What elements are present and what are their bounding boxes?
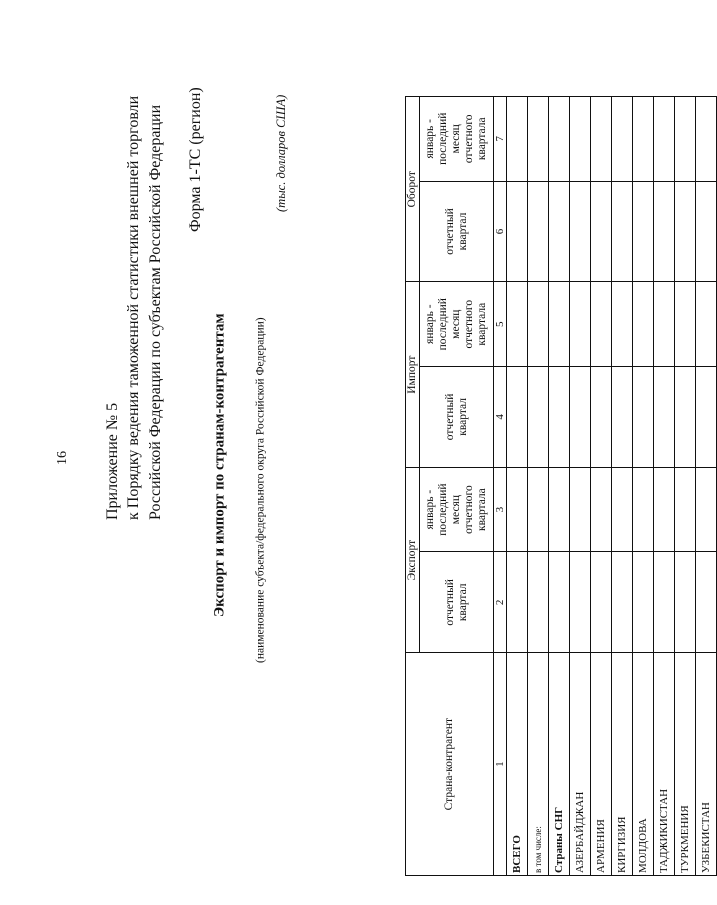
header-text: отчетного [462,485,475,534]
empty-cell [633,552,654,653]
form-label: Форма 1-ТС (регион) [187,87,204,232]
empty-cell [507,366,528,467]
column-number: 7 [494,97,507,182]
empty-cell [612,552,633,653]
header-import: Импорт [406,282,420,467]
header-text: квартала [475,117,488,161]
empty-cell [675,552,696,653]
header-text: месяц [450,124,463,154]
header-text: январь - [424,304,437,344]
empty-cell [570,282,591,366]
empty-cell [507,552,528,653]
header-text: отчетный [443,579,456,626]
empty-cell [507,282,528,366]
units-label: (тыс. долларов США) [273,94,288,212]
main-title: Экспорт и импорт по странам-контрагентам [211,313,228,617]
empty-cell [549,366,570,467]
column-number: 5 [494,282,507,366]
row-label: Страны СНГ [549,653,570,876]
empty-cell [549,552,570,653]
empty-cell [591,552,612,653]
table-row [612,97,633,876]
row-label: ТАДЖИКИСТАН [654,653,675,876]
table-row [675,97,696,876]
empty-cell [507,97,528,182]
column-number: 6 [494,181,507,282]
table-row [507,97,528,876]
empty-cell [675,181,696,282]
header-text: отчетный [443,208,456,255]
empty-cell [591,366,612,467]
header-row-groups [406,97,420,876]
empty-cell [633,366,654,467]
empty-cell [528,181,549,282]
empty-cell [549,282,570,366]
row-label: ТУРКМЕНИЯ [675,653,696,876]
empty-cell [633,181,654,282]
header-text: последний [437,298,450,351]
empty-cell [570,366,591,467]
table-row [549,97,570,876]
report-table-wrapper [405,96,715,876]
header-text: последний [437,483,450,536]
table-row [528,97,549,876]
header-turnover-quarter [420,181,494,282]
table-body [507,97,717,876]
row-label: АРМЕНИЯ [591,653,612,876]
empty-cell [696,552,717,653]
empty-cell [633,282,654,366]
header-text: квартала [475,302,488,346]
empty-cell [507,181,528,282]
header-text: квартал [456,583,469,622]
empty-cell [549,97,570,182]
empty-cell [675,282,696,366]
appendix-line-2: к Порядку ведения таможенной статистики внешней торговли [125,95,142,520]
row-label: ВСЕГО [507,653,528,876]
header-text: отчетного [462,299,475,349]
empty-cell [591,97,612,182]
header-export: Экспорт [406,467,420,652]
empty-cell [654,366,675,467]
row-label: УЗБЕКИСТАН [696,653,717,876]
empty-cell [675,366,696,467]
column-number: 2 [494,552,507,653]
empty-cell [570,181,591,282]
row-label: МОЛДОВА [633,653,654,876]
empty-cell [570,552,591,653]
table-row [591,97,612,876]
row-label: АЗЕРБАЙДЖАН [570,653,591,876]
empty-cell [696,282,717,366]
empty-cell [654,282,675,366]
table-row [654,97,675,876]
header-text: месяц [450,309,463,339]
empty-cell [612,282,633,366]
empty-cell [675,97,696,182]
header-import-quarter [420,366,494,467]
empty-cell [507,467,528,551]
empty-cell [549,467,570,551]
empty-cell [696,97,717,182]
header-export-ytd [420,467,494,551]
empty-cell [570,467,591,551]
empty-cell [633,97,654,182]
header-text: последний [437,112,450,165]
empty-cell [675,467,696,551]
header-text: квартал [456,212,469,251]
empty-cell [528,552,549,653]
empty-cell [696,366,717,467]
row-label: в том числе: [528,653,549,876]
empty-cell [654,467,675,551]
report-table [405,96,717,876]
header-text: отчетный [443,393,456,441]
header-text: квартал [456,398,469,436]
column-number: 3 [494,467,507,551]
empty-cell [612,181,633,282]
empty-cell [612,97,633,182]
empty-cell [612,467,633,551]
empty-cell [528,282,549,366]
header-import-ytd [420,282,494,366]
empty-cell [654,552,675,653]
empty-cell [591,467,612,551]
header-text: квартала [475,488,488,532]
table-row [570,97,591,876]
subtitle: (наименование субъекта/федерального округа Российской Федерации) [254,317,267,663]
empty-cell [528,366,549,467]
table-row [633,97,654,876]
header-text: январь - [424,119,437,159]
header-text: месяц [450,495,463,525]
empty-cell [591,181,612,282]
header-text: отчетного [462,114,475,164]
column-number: 1 [494,653,507,876]
header-text: январь - [424,489,437,530]
page-number: 16 [55,451,70,465]
empty-cell [654,97,675,182]
header-turnover: Оборот [406,97,420,282]
empty-cell [633,467,654,551]
appendix-line-1: Приложение № 5 [104,402,121,520]
header-export-quarter [420,552,494,653]
column-number: 4 [494,366,507,467]
empty-cell [570,97,591,182]
table-row [696,97,717,876]
empty-cell [528,97,549,182]
appendix-line-3: Российской Федерации по субъектам Российской Федерации [147,104,164,520]
empty-cell [612,366,633,467]
row-label: КИРГИЗИЯ [612,653,633,876]
empty-cell [696,181,717,282]
empty-cell [591,282,612,366]
empty-cell [528,467,549,551]
empty-cell [696,467,717,551]
header-row-numbers [494,97,507,876]
empty-cell [654,181,675,282]
header-country: Страна-контрагент [406,653,494,876]
header-turnover-ytd [420,97,494,182]
empty-cell [549,181,570,282]
